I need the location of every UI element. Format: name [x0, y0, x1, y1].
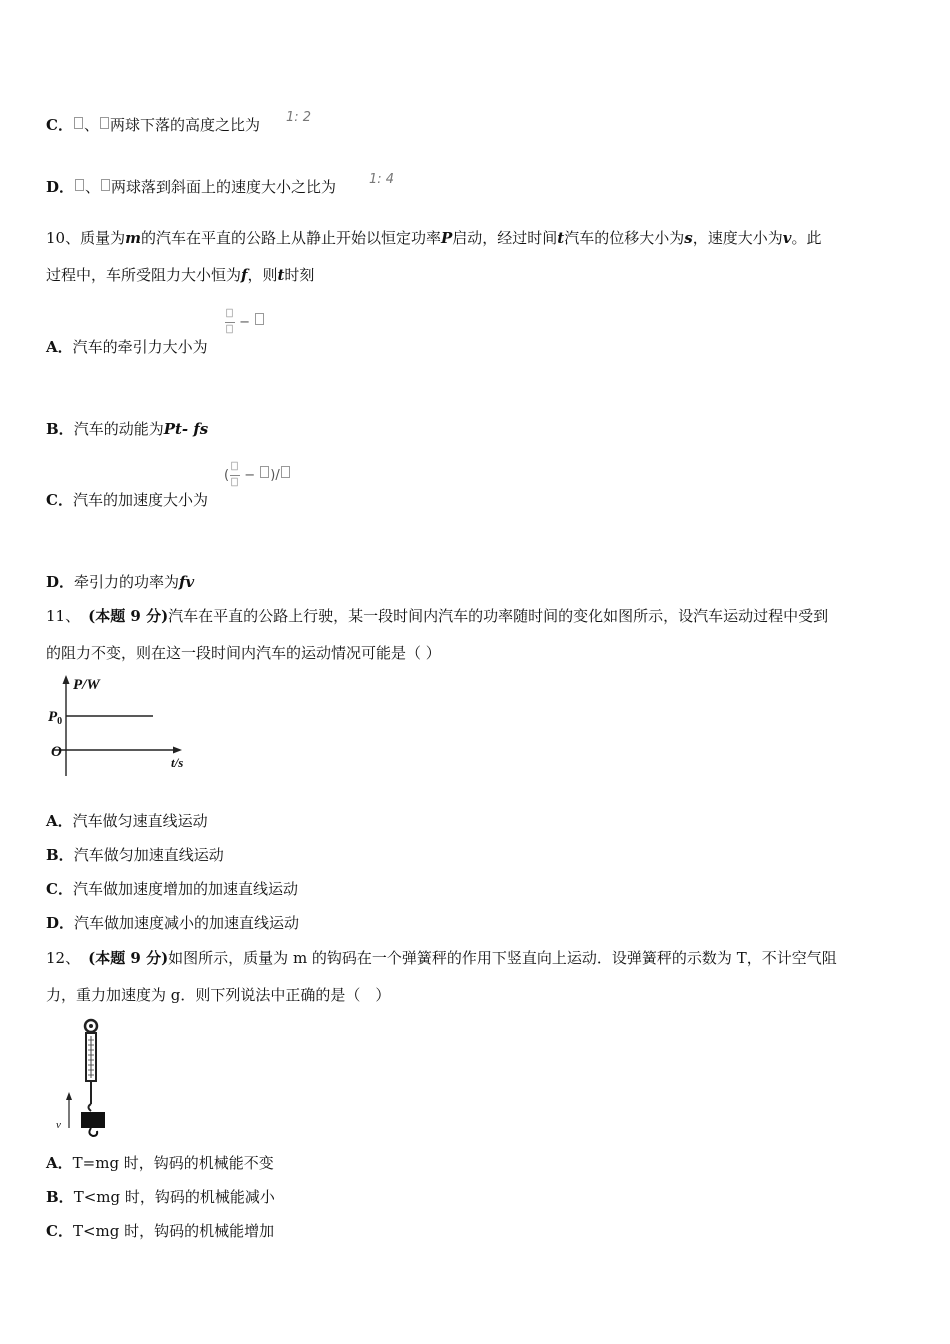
placeholder-symbol — [255, 313, 264, 325]
option-text: 汽车的加速度大小为 — [72, 491, 208, 509]
q10-stem-line1 — [46, 228, 821, 248]
scale-ring-center — [89, 1024, 93, 1028]
q11-option-d — [46, 913, 299, 933]
option-text: 汽车做匀加速直线运动 — [73, 846, 224, 864]
q10-c-formula — [224, 460, 291, 491]
placeholder-symbol — [231, 462, 237, 470]
q12-stem-line2 — [46, 985, 390, 1005]
option-label: D． — [46, 914, 75, 932]
option-label: D． — [46, 178, 75, 196]
y-axis-label: P/W — [73, 677, 100, 693]
origin-label: O — [51, 744, 62, 760]
placeholder-symbol — [226, 309, 232, 317]
placeholder-symbol — [226, 325, 232, 333]
q11-option-b — [46, 845, 224, 865]
q11-stem-line2 — [46, 643, 441, 663]
option-text: T=mg 时，钩码的机械能不变 — [72, 1154, 274, 1172]
q10-option-d — [46, 572, 194, 592]
var-v: v — [782, 229, 792, 247]
velocity-arrowhead — [66, 1092, 72, 1100]
q12-stem-line1 — [46, 948, 837, 968]
option-expression: fv — [179, 573, 195, 591]
option-label: D． — [46, 573, 75, 591]
question-number: 11、 — [46, 607, 81, 625]
option-text: 两球落到斜面上的速度大小之比为 — [111, 178, 337, 196]
spring-scale-figure — [50, 1016, 120, 1140]
var-t: t — [557, 229, 565, 247]
stem-text: 的阻力不变，则在这一段时间内汽车的运动情况可能是（ ） — [46, 644, 441, 662]
x-axis-arrow — [173, 747, 182, 754]
q10-stem-line2 — [46, 265, 314, 285]
option-label: A． — [46, 338, 73, 356]
stem-text: 汽车的位移大小为 — [564, 229, 685, 247]
option-label: C． — [46, 116, 73, 134]
var-s: s — [684, 229, 693, 247]
option-label: B． — [46, 1188, 74, 1206]
option-text: 汽车做加速度减小的加速直线运动 — [74, 914, 300, 932]
stem-text: 。此 — [791, 229, 822, 247]
q12-option-c — [46, 1221, 274, 1241]
q9-c-ratio: 1: 2 — [286, 110, 312, 125]
stem-text: 汽车在平直的公路上行驶，某一段时间内汽车的功率随时间的变化如图所示，设汽车运动过程中受到 — [168, 607, 829, 625]
option-label: A． — [46, 812, 73, 830]
stem-text: 过程中，车所受阻力大小恒为 — [46, 266, 242, 284]
stem-text: 启动，经过时间 — [452, 229, 558, 247]
separator: 、 — [85, 178, 101, 196]
var-t: t — [277, 266, 285, 284]
placeholder-symbol — [260, 466, 269, 478]
separator: 、 — [83, 116, 99, 134]
q9-d-ratio: 1: 4 — [369, 172, 395, 187]
placeholder-symbol — [74, 117, 83, 129]
option-text: 汽车做加速度增加的加速直线运动 — [72, 880, 298, 898]
q10-option-c — [46, 490, 208, 510]
stem-text: 时刻 — [284, 266, 315, 284]
q11-option-a — [46, 811, 208, 831]
var-f: f — [241, 266, 248, 284]
option-label: B． — [46, 420, 74, 438]
hook-weight — [81, 1112, 105, 1128]
option-text: 牵引力的功率为 — [74, 573, 180, 591]
velocity-label: v — [56, 1119, 61, 1131]
placeholder-symbol — [231, 478, 237, 486]
option-text: 汽车的牵引力大小为 — [72, 338, 208, 356]
var-p: P — [441, 229, 453, 247]
placeholder-symbol — [281, 466, 290, 478]
option-text: 汽车的动能为 — [73, 420, 164, 438]
score-tag: (本题 9 分) — [88, 607, 169, 625]
q10-option-b — [46, 419, 208, 439]
q11-option-c — [46, 879, 298, 899]
q12-option-a — [46, 1153, 274, 1173]
q9-option-d — [46, 177, 336, 197]
placeholder-symbol — [101, 179, 110, 191]
question-number: 10、 — [46, 229, 81, 247]
option-text: 汽车做匀速直线运动 — [72, 812, 208, 830]
p0-label: $P_0$ — [48, 709, 63, 727]
placeholder-symbol — [100, 117, 109, 129]
var-m: m — [125, 229, 141, 247]
option-text: T<mg 时，钩码的机械能增加 — [72, 1222, 275, 1240]
stem-text: ，速度大小为 — [692, 229, 783, 247]
question-number: 12、 — [46, 949, 81, 967]
stem-text: 如图所示，质量为 m 的钩码在一个弹簧秤的作用下竖直向上运动．设弹簧秤的示数为 T，不计空气阻 — [168, 949, 837, 967]
q10-option-a — [46, 337, 208, 357]
option-label: B． — [46, 846, 74, 864]
formula-minus: − — [239, 315, 255, 330]
option-text: T<mg 时，钩码的机械能减小 — [73, 1188, 275, 1206]
stem-text: 质量为 — [80, 229, 126, 247]
y-axis-arrow — [63, 675, 70, 684]
option-label: A． — [46, 1154, 73, 1172]
power-time-graph — [44, 672, 204, 782]
placeholder-symbol — [75, 179, 84, 191]
q12-option-b — [46, 1187, 275, 1207]
stem-text: ，则 — [247, 266, 278, 284]
paren-close: )/ — [270, 468, 280, 483]
option-label: C． — [46, 880, 73, 898]
stem-text: 力，重力加速度为 g．则下列说法中正确的是（ ） — [46, 986, 391, 1004]
option-label: C． — [46, 1222, 73, 1240]
stem-text: 的汽车在平直的公路上从静止开始以恒定功率 — [140, 229, 441, 247]
q10-a-formula — [224, 307, 265, 338]
weight-hook — [89, 1128, 97, 1136]
q11-stem-line1 — [46, 606, 828, 626]
paren-open: ( — [224, 468, 230, 483]
formula-minus: − — [240, 468, 260, 483]
scale-hook — [89, 1104, 92, 1111]
x-axis-label: t/s — [171, 755, 184, 770]
option-label: C． — [46, 491, 73, 509]
q9-option-c — [46, 115, 260, 135]
option-text: 两球下落的高度之比为 — [109, 116, 260, 134]
option-expression: Pt- fs — [163, 420, 209, 438]
score-tag: (本题 9 分) — [88, 949, 169, 967]
